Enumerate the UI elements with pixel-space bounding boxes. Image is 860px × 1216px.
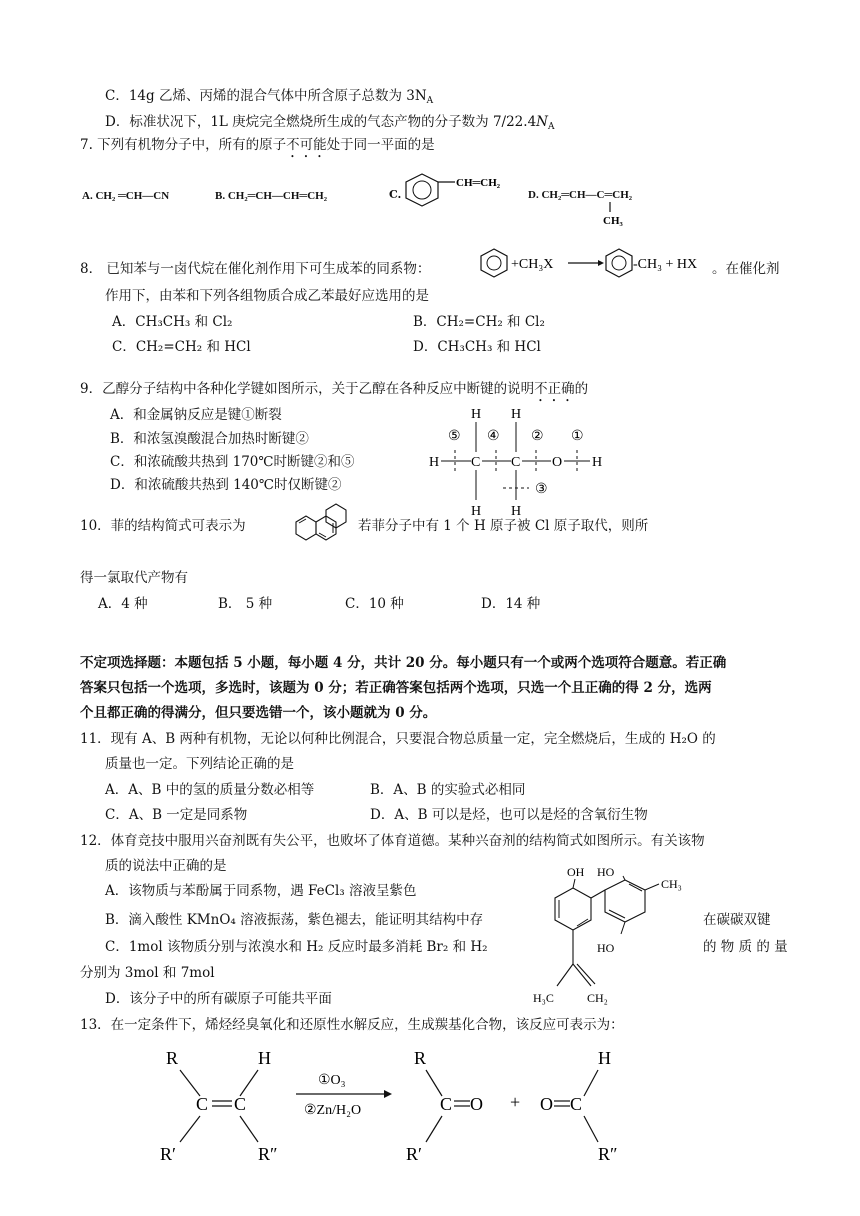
q13-plus: + [510, 1092, 521, 1112]
q9-ethanol-diagram [425, 400, 620, 522]
section-instructions-line2: 答案只包括一个选项，多选时，该题为 0 分；若正确答案包括两个选项，只选一个且正确的得 2 分，选两 [80, 680, 712, 696]
q9-atom-h-top2: H [511, 407, 522, 422]
q9-atom-h-right: H [592, 455, 603, 470]
q11-option-a: A．A、B 中的氢的质量分数必相等 [105, 782, 315, 798]
q12-option-c-cont: 分别为 3mol 和 7mol [80, 965, 215, 981]
q13-reactant-r1: R′ [160, 1144, 176, 1164]
q13-reactant-h: H [258, 1048, 271, 1068]
q12-option-d: D．该分子中的所有碳原子可能共平面 [105, 991, 332, 1007]
q13-product2-c: C [570, 1094, 583, 1114]
q12-stem: 12．体育竞技中服用兴奋剂既有失公平，也败坏了体育道德。某种兴奋剂的结构简式如图所示。有关该物 [80, 833, 705, 849]
q7-option-a: A. CH₂ ═CH—CN [82, 190, 170, 202]
q9-option-c: C．和浓硫酸共热到 170℃时断键②和⑤ [110, 454, 355, 470]
q12-stem-cont: 质的说法中正确的是 [105, 858, 227, 874]
q8-stem: 8． 已知苯与一卤代烷在催化剂作用下可生成苯的同系物： [80, 261, 431, 277]
q9-atom-h-bot1: H [471, 504, 482, 519]
q8-equation [474, 245, 714, 281]
q12-struct-ho-bottom: HO [597, 941, 615, 955]
q13-reactant-c2: C [234, 1094, 247, 1114]
q9-atom-c1: C [471, 455, 481, 470]
q11-option-b: B．A、B 的实验式必相同 [370, 782, 526, 798]
q6-option-c: C．14g 乙烯、丙烯的混合气体中所含原子总数为 $3N_A$ [105, 88, 434, 106]
q10-stem-cont: 若菲分子中有 1 个 H 原子被 Cl 原子取代，则所 [358, 518, 649, 534]
q11-option-d: D．A、B 可以是烃，也可以是烃的含氧衍生物 [370, 807, 648, 823]
q12-struct-ch3: CH₃ [661, 877, 682, 891]
q11-stem-cont: 质量也一定。下列结论正确的是 [105, 756, 294, 772]
q13-product1-r: R [414, 1048, 427, 1068]
q13-step1: ①O₃ [318, 1073, 346, 1088]
q12-option-b: B．滴入酸性 KMnO₄ 溶液振荡，紫色褪去，能证明其结构中存 [105, 912, 484, 928]
q13-product2-h: H [598, 1048, 611, 1068]
q6-option-d: D．标准状况下，1L 庚烷完全燃烧所生成的气态产物的分子数为 $7/22.4N_A$ [105, 114, 555, 132]
q8-option-d: D．CH₃CH₃ 和 HCl [413, 339, 541, 355]
q9-atom-h-top1: H [471, 407, 482, 422]
q9-atom-h-left: H [429, 455, 440, 470]
section-instructions-line3: 个且都正确的得满分，但只要选错一个，该小题就为 0 分。 [80, 705, 437, 721]
section-instructions-line1: 不定项选择题：本题包括 5 小题，每小题 4 分，共计 20 分。每小题只有一个或两个选项符合题意。若正确 [80, 655, 727, 671]
q13-stem: 13．在一定条件下，烯烃经臭氧化和还原性水解反应，生成羰基化合物，该反应可表示为： [80, 1017, 624, 1033]
q10-option-c: C．10 种 [345, 596, 404, 612]
q7-styrene-group: CH═CH₂ [456, 177, 501, 189]
q9-atom-c2: C [511, 455, 521, 470]
q13-reactant-r: R [166, 1048, 179, 1068]
q7-stem: 7. 下列有机物分子中，所有的原子不可能处于同一平面的是 [80, 137, 435, 153]
q8-stem-cont: 作用下，由苯和下列各组物质合成乙苯最好应选用的是 [105, 288, 429, 304]
q12-option-a: A．该物质与苯酚属于同系物，遇 FeCl₃ 溶液呈紫色 [105, 883, 417, 899]
q10-phenanthrene-structure [282, 500, 354, 548]
q9-option-d: D．和浓硫酸共热到 140℃时仅断键② [110, 477, 342, 493]
q9-option-a: A．和金属钠反应是键①断裂 [110, 407, 282, 423]
q9-atom-h-bot2: H [511, 504, 522, 519]
q12-struct-ch2: CH₂ [587, 991, 608, 1005]
q7-option-d: D. CH₂═CH—C═CH₂ [528, 189, 633, 201]
q7-styrene-structure [400, 168, 510, 212]
q10-option-a: A．4 种 [98, 596, 148, 612]
q7-option-d-branch [600, 200, 630, 228]
q10-stem-end: 得一氯取代产物有 [80, 570, 188, 586]
q10-stem: 10．菲的结构简式可表示为 [80, 518, 246, 534]
q13-product1-o: O [470, 1094, 483, 1114]
q8-stem-tail: 。在催化剂 [712, 261, 780, 277]
q8-option-a: A．CH₃CH₃ 和 Cl₂ [112, 314, 233, 330]
q12-struct-oh-left: OH [567, 865, 585, 879]
q11-stem: 11．现有 A、B 两种有机物，无论以何种比例混合，只要混合物总质量一定，完全燃烧后，生成的 H₂O 的 [80, 731, 716, 747]
q7-option-c-label: C. [389, 188, 402, 201]
q7-option-d-methyl: CH₃ [603, 215, 623, 227]
q9-bond-3: ③ [535, 482, 548, 497]
q13-product1-r1: R′ [406, 1144, 422, 1164]
q10-option-d: D．14 种 [481, 596, 541, 612]
q7-option-b: B. CH₂═CH—CH═CH₂ [215, 190, 328, 202]
q12-option-b-tail: 在碳碳双键 [703, 912, 771, 928]
q11-option-c: C．A、B 一定是同系物 [105, 807, 248, 823]
q12-option-c-tail: 的 物 质 的 量 [703, 939, 788, 955]
q13-reactant-c1: C [196, 1094, 209, 1114]
q8-option-b: B．CH₂=CH₂ 和 Cl₂ [413, 314, 545, 330]
q13-product1-c: C [440, 1094, 453, 1114]
q13-ozonolysis-equation [158, 1038, 678, 1168]
q9-bond-2: ② [531, 429, 544, 444]
q9-bond-4: ④ [487, 429, 500, 444]
q10-option-b: B． 5 种 [218, 596, 273, 612]
q12-struct-h3c: H₃C [533, 991, 554, 1005]
q9-stem: 9．乙醇分子结构中各种化学键如图所示，关于乙醇在各种反应中断键的说明不正确的 [80, 381, 589, 397]
q13-product2-r2: R″ [598, 1144, 618, 1164]
q8-reagent: +CH₃X [511, 257, 554, 272]
q12-stimulant-structure [525, 860, 705, 1012]
q8-option-c: C．CH₂=CH₂ 和 HCl [112, 339, 251, 355]
q9-atom-o: O [552, 455, 563, 470]
q8-product: -CH₃ + HX [633, 257, 698, 272]
q13-product2-o: O [540, 1094, 553, 1114]
q12-struct-ho-top: HO [597, 865, 615, 879]
q9-bond-1: ① [571, 429, 584, 444]
q13-reactant-r2: R″ [258, 1144, 278, 1164]
q12-option-c: C．1mol 该物质分别与浓溴水和 H₂ 反应时最多消耗 Br₂ 和 H₂ [105, 939, 488, 955]
q9-option-b: B．和浓氢溴酸混合加热时断键② [110, 431, 309, 447]
q9-bond-5: ⑤ [448, 429, 461, 444]
q13-step2: ②Zn/H₂O [304, 1103, 362, 1118]
